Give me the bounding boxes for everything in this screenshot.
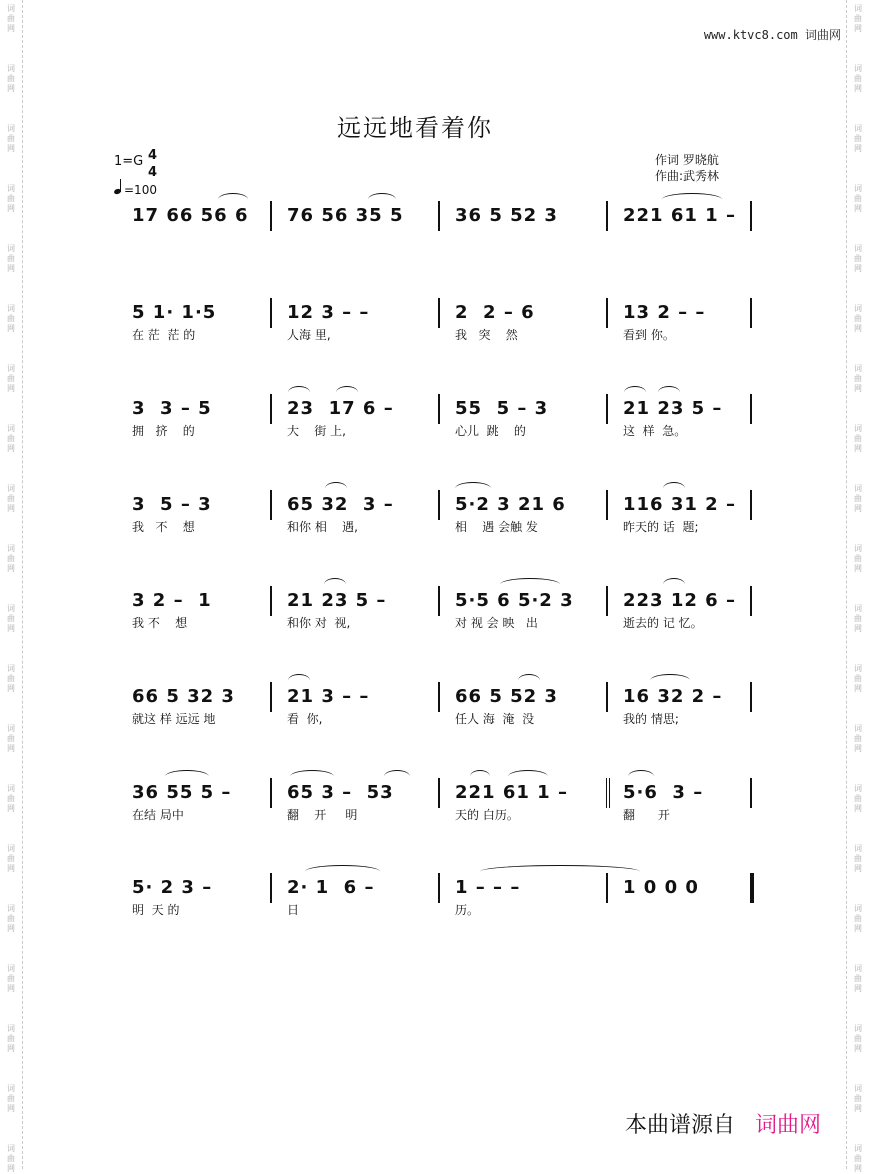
slur-mark [470, 770, 490, 783]
bar-line [438, 490, 440, 520]
measure-notes: 3 2 – 1 [132, 590, 212, 611]
measure-lyrics: 历。 [455, 903, 480, 917]
watermark-text: 词 曲 网 [854, 484, 862, 513]
bar-line [270, 586, 272, 616]
measure-lyrics: 相 遇 会触 发 [455, 520, 538, 534]
bar-line [750, 201, 752, 231]
slur-mark [218, 193, 248, 206]
site-url[interactable]: www.ktvc8.com [703, 28, 798, 42]
slur-mark [663, 578, 685, 591]
measure-lyrics: 这 样 急。 [623, 424, 687, 438]
bar-line [438, 778, 440, 808]
watermark-text: 词 曲 网 [7, 1084, 15, 1113]
footer-brand[interactable]: 词曲网 [754, 1113, 821, 1138]
slur-mark [325, 482, 347, 495]
measure-notes: 2 2 – 6 [455, 302, 535, 323]
bar-line [750, 682, 752, 712]
slur-mark [663, 482, 685, 495]
key-signature-block [114, 148, 204, 198]
slur-mark [650, 674, 690, 687]
bar-line [750, 298, 752, 328]
watermark-text: 词 曲 网 [854, 4, 862, 33]
measure-lyrics: 和你 相 遇, [287, 520, 358, 534]
watermark-text: 词 曲 网 [7, 604, 15, 633]
measure-notes: 5·5 6 5·2 3 [455, 590, 574, 611]
bar-line [270, 873, 272, 903]
measure-lyrics: 在结 局中 [132, 808, 184, 822]
measure-notes: 3 3 – 5 [132, 398, 212, 419]
measure-notes: 2· 1 6 – [287, 877, 375, 898]
bar-line [270, 778, 272, 808]
measure-notes: 1 – – – [455, 877, 521, 898]
measure-notes: 36 5 52 3 [455, 205, 558, 226]
key-signature: 1=G [114, 154, 144, 169]
site-header [704, 26, 841, 43]
watermark-text: 词 曲 网 [7, 424, 15, 453]
bar-line [270, 490, 272, 520]
measure-lyrics: 和你 对 视, [287, 616, 351, 630]
watermark-text: 词 曲 网 [854, 664, 862, 693]
watermark-text: 词 曲 网 [7, 544, 15, 573]
score-row [0, 877, 869, 937]
measure-notes: 65 32 3 – [287, 494, 394, 515]
right-watermark-column [846, 0, 869, 1173]
measure-notes: 116 31 2 – [623, 494, 736, 515]
watermark-text: 词 曲 网 [854, 844, 862, 873]
footer [625, 1108, 821, 1139]
measure-notes: 55 5 – 3 [455, 398, 549, 419]
site-name[interactable]: 词曲网 [804, 28, 841, 42]
credits [655, 152, 719, 184]
measure-lyrics: 就这 样 远远 地 [132, 712, 216, 726]
measure-lyrics: 在 茫 茫 的 [132, 328, 196, 342]
measure-notes: 3 5 – 3 [132, 494, 212, 515]
measure-lyrics: 大 街 上, [287, 424, 346, 438]
measure-notes: 76 56 35 5 [287, 205, 404, 226]
tempo-value: =100 [124, 183, 157, 197]
bar-line [750, 394, 752, 424]
watermark-text: 词 曲 网 [854, 1024, 862, 1053]
measure-notes: 5·6 3 – [623, 782, 704, 803]
watermark-text: 词 曲 网 [7, 4, 15, 33]
measure-notes: 5·2 3 21 6 [455, 494, 566, 515]
watermark-text: 词 曲 网 [854, 544, 862, 573]
slur-mark [368, 193, 396, 206]
score-row [0, 590, 869, 650]
bar-line [606, 778, 610, 808]
lyricist: 作词 罗晓航 [655, 153, 719, 167]
watermark-text: 词 曲 网 [854, 424, 862, 453]
watermark-text: 词 曲 网 [7, 484, 15, 513]
measure-notes: 221 61 1 – [623, 205, 736, 226]
measure-lyrics: 明 天 的 [132, 903, 180, 917]
slur-mark [324, 578, 346, 591]
slur-mark [624, 386, 646, 399]
measure-lyrics: 看 你, [287, 712, 323, 726]
bar-line [750, 490, 752, 520]
measure-notes: 5 1· 1·5 [132, 302, 217, 323]
slur-mark [288, 386, 310, 399]
watermark-text: 词 曲 网 [7, 784, 15, 813]
score-row [0, 205, 869, 265]
measure-lyrics: 昨天的 话 题; [623, 520, 699, 534]
tempo-marking [114, 178, 157, 197]
slur-mark [455, 482, 491, 495]
slur-mark [518, 674, 540, 687]
measure-notes: 13 2 – – [623, 302, 706, 323]
watermark-text: 词 曲 网 [854, 124, 862, 153]
slur-mark [662, 193, 722, 206]
slur-mark [628, 770, 654, 783]
slur-mark [290, 770, 334, 783]
watermark-text: 词 曲 网 [854, 604, 862, 633]
watermark-text: 词 曲 网 [7, 724, 15, 753]
time-signature-denominator: 4 [148, 165, 158, 180]
measure-notes: 223 12 6 – [623, 590, 736, 611]
watermark-text: 词 曲 网 [854, 184, 862, 213]
watermark-text: 词 曲 网 [854, 364, 862, 393]
watermark-text: 词 曲 网 [7, 64, 15, 93]
bar-line [750, 778, 752, 808]
slur-mark [336, 386, 358, 399]
bar-line [606, 201, 608, 231]
watermark-text: 词 曲 网 [7, 664, 15, 693]
bar-line [270, 682, 272, 712]
measure-lyrics: 翻 开 [623, 808, 670, 822]
watermark-text: 词 曲 网 [854, 964, 862, 993]
footer-text: 本曲谱源自 [624, 1113, 735, 1138]
measure-lyrics: 我 不 想 [132, 520, 195, 534]
bar-line [270, 394, 272, 424]
watermark-text: 词 曲 网 [7, 184, 15, 213]
measure-notes: 66 5 52 3 [455, 686, 558, 707]
watermark-text: 词 曲 网 [854, 724, 862, 753]
measure-notes: 16 32 2 – [623, 686, 723, 707]
watermark-text: 词 曲 网 [854, 1084, 862, 1113]
time-signature-numerator: 4 [148, 148, 158, 163]
score-row [0, 302, 869, 362]
measure-notes: 66 5 32 3 [132, 686, 235, 707]
watermark-text: 词 曲 网 [7, 304, 15, 333]
slur-mark [508, 770, 548, 783]
slur-mark [384, 770, 410, 783]
watermark-text: 词 曲 网 [854, 64, 862, 93]
measure-notes: 23 17 6 – [287, 398, 394, 419]
watermark-text: 词 曲 网 [7, 904, 15, 933]
watermark-text: 词 曲 网 [7, 1144, 15, 1173]
measure-lyrics: 看到 你。 [623, 328, 675, 342]
measure-lyrics: 我 突 然 [455, 328, 518, 342]
measure-lyrics: 日 [287, 903, 300, 917]
watermark-text: 词 曲 网 [854, 1144, 862, 1173]
measure-lyrics: 逝去的 记 忆。 [623, 616, 703, 630]
measure-notes: 1 0 0 0 [623, 877, 699, 898]
bar-line [270, 298, 272, 328]
song-title: 远远地看着你 [337, 114, 493, 142]
measure-lyrics: 我的 情思; [623, 712, 679, 726]
measure-lyrics: 翻 开 明 [287, 808, 358, 822]
bar-line [438, 394, 440, 424]
bar-line [438, 682, 440, 712]
slur-mark [480, 865, 640, 878]
bar-line [606, 682, 608, 712]
measure-notes: 36 55 5 – [132, 782, 232, 803]
slur-mark [658, 386, 680, 399]
measure-lyrics: 心儿 跳 的 [455, 424, 526, 438]
measure-notes: 21 23 5 – [623, 398, 723, 419]
measure-lyrics: 天的 白历。 [455, 808, 519, 822]
measure-notes: 221 61 1 – [455, 782, 568, 803]
bar-line [750, 586, 752, 616]
bar-line [606, 298, 608, 328]
measure-lyrics: 拥 挤 的 [132, 424, 195, 438]
slur-mark [288, 674, 310, 687]
bar-line [606, 490, 608, 520]
score-row [0, 494, 869, 554]
bar-line [438, 298, 440, 328]
bar-line [270, 201, 272, 231]
left-watermark-column [0, 0, 23, 1173]
measure-lyrics: 人海 里, [287, 328, 331, 342]
bar-line [750, 873, 754, 903]
measure-lyrics: 任人 海 淹 没 [455, 712, 535, 726]
score-row [0, 782, 869, 842]
quarter-note-icon [114, 178, 122, 194]
slur-mark [165, 770, 209, 783]
watermark-text: 词 曲 网 [7, 364, 15, 393]
measure-notes: 12 3 – – [287, 302, 370, 323]
measure-lyrics: 我 不 想 [132, 616, 188, 630]
bar-line [438, 201, 440, 231]
watermark-text: 词 曲 网 [7, 244, 15, 273]
watermark-text: 词 曲 网 [7, 964, 15, 993]
watermark-text: 词 曲 网 [854, 904, 862, 933]
bar-line [438, 586, 440, 616]
bar-line [438, 873, 440, 903]
composer: 作曲:武秀林 [655, 169, 720, 183]
watermark-text: 词 曲 网 [854, 784, 862, 813]
watermark-text: 词 曲 网 [854, 244, 862, 273]
slur-mark [305, 865, 380, 878]
measure-notes: 21 3 – – [287, 686, 370, 707]
bar-line [606, 586, 608, 616]
measure-notes: 5· 2 3 – [132, 877, 213, 898]
watermark-text: 词 曲 网 [7, 1024, 15, 1053]
measure-notes: 17 66 56 6 [132, 205, 249, 226]
slur-mark [500, 578, 560, 591]
measure-notes: 65 3 – 53 [287, 782, 394, 803]
watermark-text: 词 曲 网 [7, 844, 15, 873]
score-row [0, 398, 869, 458]
bar-line [606, 394, 608, 424]
watermark-text: 词 曲 网 [854, 304, 862, 333]
measure-lyrics: 对 视 会 映 出 [455, 616, 538, 630]
watermark-text: 词 曲 网 [7, 124, 15, 153]
measure-notes: 21 23 5 – [287, 590, 387, 611]
score-row [0, 686, 869, 746]
